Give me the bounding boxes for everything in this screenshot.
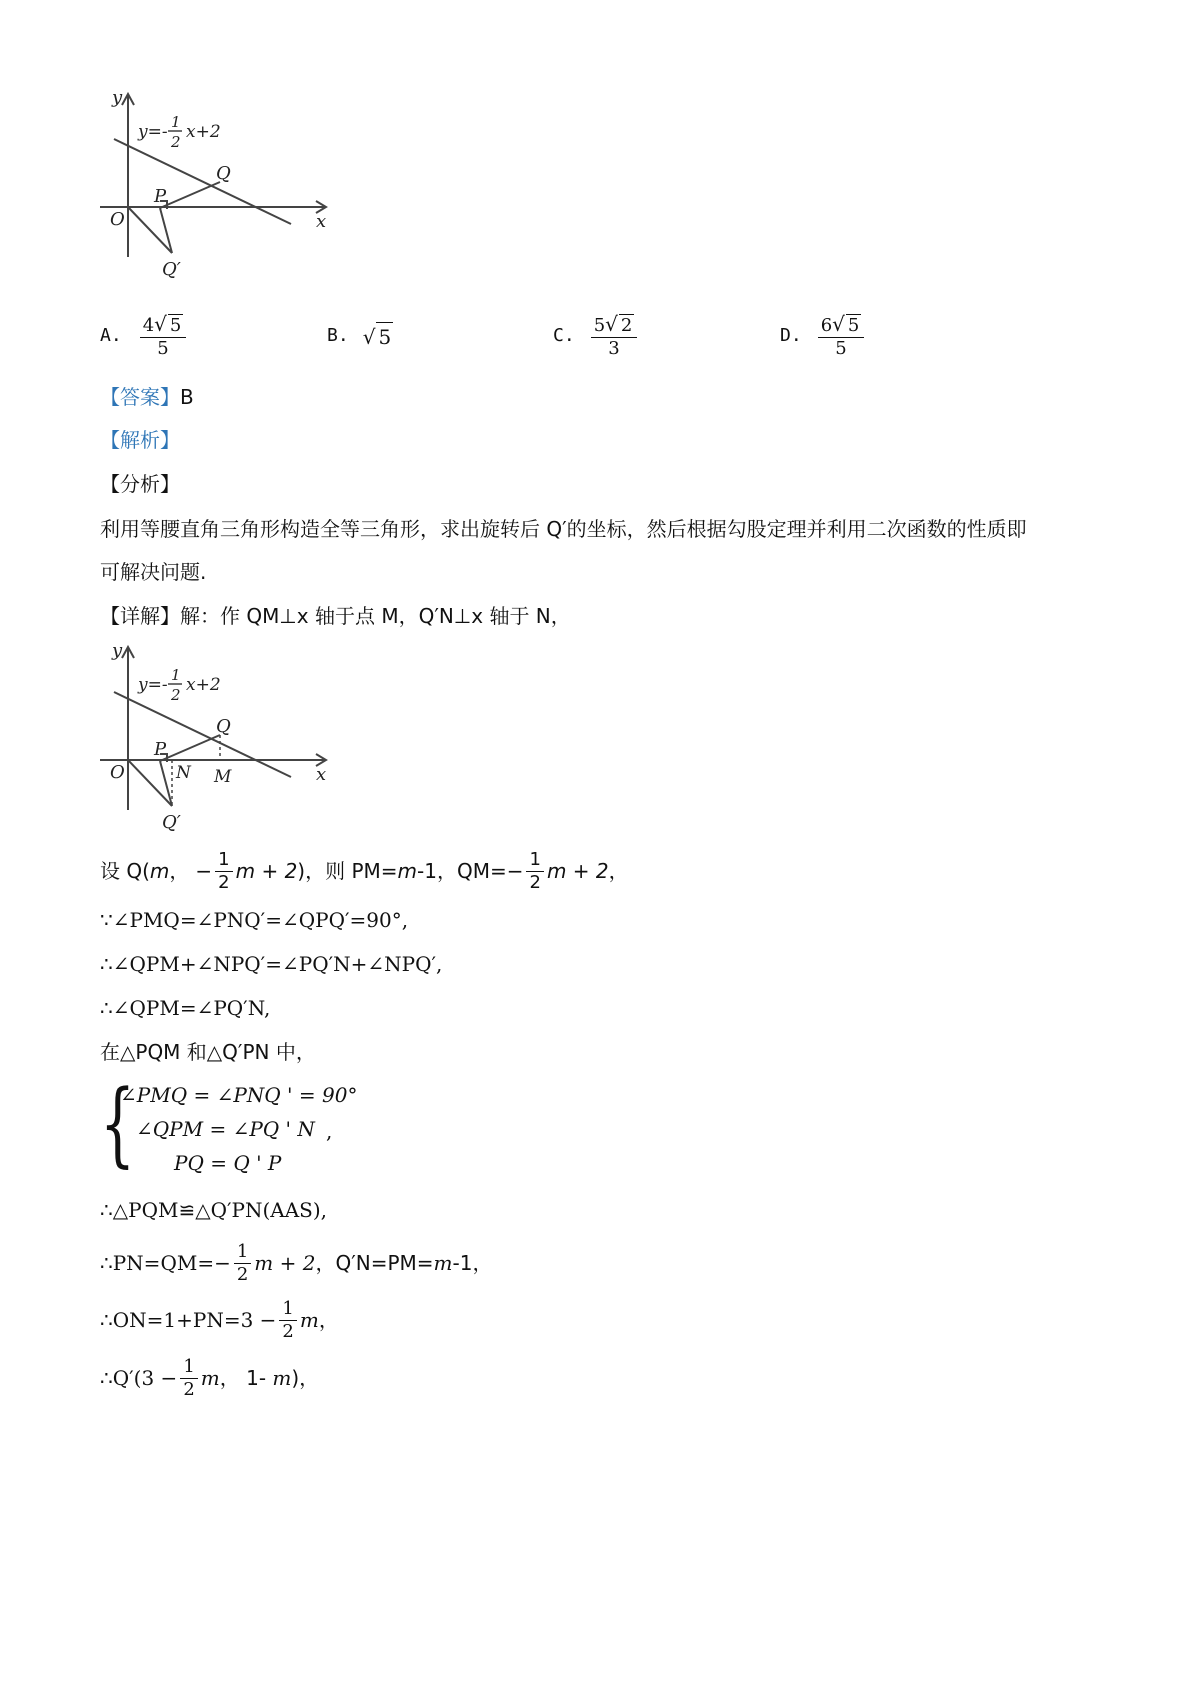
step-6: ∴△PQM≌△Q′PN(AAS),: [100, 1198, 328, 1222]
fenxi-line2: 可解决问题.: [100, 560, 207, 584]
answer-line: [100, 383, 194, 411]
s8-a: ∴ON=1+PN=3 −: [100, 1308, 277, 1332]
option-d-den: 5: [835, 337, 847, 359]
answer-label: 【答案】: [100, 385, 180, 409]
fenxi-label: 【分析】: [100, 472, 180, 496]
s1-d: −: [195, 859, 213, 883]
option-b-radicand: 5: [376, 322, 393, 351]
figure-1: [100, 85, 340, 285]
option-a-coef: 4: [142, 314, 155, 336]
s8-frac-den: 2: [282, 1320, 294, 1342]
s7-frac-num: 1: [234, 1241, 251, 1264]
fig2-label-y: y: [112, 640, 123, 661]
fig2-label-qp: Q′: [162, 812, 181, 833]
step-1: [100, 843, 629, 899]
option-c[interactable]: [553, 308, 640, 364]
system-row-3: PQ = Q ' P: [174, 1151, 282, 1175]
fig2-line: [114, 692, 291, 777]
fig2-segment-pq: [160, 735, 220, 761]
step-7: [100, 1235, 492, 1291]
detail-line: [100, 602, 571, 630]
s1-g: m + 2: [235, 859, 298, 883]
fig1-eq-suffix: x+2: [186, 122, 221, 142]
s9-f: m: [272, 1366, 292, 1390]
fig1-eq-num: 1: [171, 113, 181, 131]
s1-i: m: [397, 859, 418, 883]
fig1-eq-den: 2: [171, 133, 181, 151]
fig2-label-p: P: [154, 739, 167, 760]
option-b[interactable]: [327, 308, 393, 364]
s8-e: ，: [318, 1308, 339, 1332]
fig2-label-n: N: [176, 763, 191, 783]
fig1-label-q: Q: [216, 163, 231, 184]
fig2-label-m: M: [214, 767, 232, 787]
fig2-eq-prefix: y=-: [138, 675, 168, 695]
s7-g: -1，: [452, 1251, 493, 1275]
fenxi-line1: 利用等腰直角三角形构造全等三角形，求出旋转后 Q′的坐标，然后根据勾股定理并利用二次函数的性质即: [100, 517, 1027, 541]
option-c-letter: C.: [553, 325, 575, 346]
system-row-2: ∠QPM = ∠PQ ' N: [136, 1117, 315, 1141]
s7-a: ∴PN=QM=−: [100, 1251, 231, 1275]
s8-frac-num: 1: [279, 1298, 296, 1321]
s7-f: m: [433, 1251, 453, 1275]
figure-2: [100, 638, 340, 838]
option-d-coef: 6: [820, 314, 833, 336]
s8-frac: [279, 1298, 296, 1343]
option-c-coef: 5: [593, 314, 606, 336]
s1-frac-1: [215, 849, 232, 894]
step-8: [100, 1292, 339, 1348]
s8-d: m: [299, 1308, 319, 1332]
s7-e: ，Q′N=PM=: [315, 1251, 434, 1275]
option-a-radicand: 5: [169, 314, 182, 336]
option-c-fraction: $\frac{5√ 2}{3}$: [591, 313, 638, 360]
s1-frac-1-den: 2: [218, 871, 230, 893]
s1-j: -1，QM=−: [417, 859, 524, 883]
answer-value: B: [180, 385, 194, 409]
s9-e: ， 1-: [219, 1366, 273, 1390]
step-2: ∵∠PMQ=∠PNQ′=∠QPQ′=90°,: [100, 908, 409, 932]
fig1-label-qp: Q′: [162, 259, 181, 280]
step-9: [100, 1350, 319, 1406]
s1-mm: m + 2: [546, 859, 609, 883]
s9-g: )，: [291, 1366, 320, 1390]
s1-h: )，则 PM=: [297, 859, 398, 883]
option-b-letter: B.: [327, 325, 349, 346]
s1-a: 设 Q(: [100, 859, 150, 883]
step-4: ∴∠QPM=∠PQ′N,: [100, 996, 271, 1020]
s1-frac-1-num: 1: [215, 849, 232, 872]
s1-n: ，: [608, 859, 629, 883]
s9-d: m: [200, 1366, 220, 1390]
detail-text: 解：作 QM⊥x 轴于点 M，Q′N⊥x 轴于 N，: [180, 604, 571, 628]
detail-label: 【详解】: [100, 604, 180, 628]
fig2-eq-suffix: x+2: [186, 675, 221, 695]
analysis-label: 【解析】: [100, 428, 180, 452]
s7-d: m + 2: [254, 1251, 316, 1275]
step-3: ∴∠QPM+∠NPQ′=∠PQ′N+∠NPQ′,: [100, 952, 443, 976]
s7-frac-den: 2: [236, 1263, 249, 1285]
option-c-den: 3: [608, 337, 620, 359]
option-d[interactable]: [780, 308, 867, 364]
fig1-line: [114, 139, 291, 224]
s1-c: ，: [169, 859, 190, 883]
step-5: 在△PQM 和△Q′PN 中，: [100, 1040, 316, 1064]
s1-b: m: [149, 859, 170, 883]
s1-frac-2-num: 1: [526, 849, 543, 872]
option-a[interactable]: [100, 308, 189, 364]
option-d-radicand: 5: [847, 314, 860, 336]
s1-frac-2-den: 2: [529, 871, 541, 893]
system-comma: ,: [326, 1119, 333, 1143]
s9-a: ∴Q′(3 −: [100, 1366, 178, 1390]
option-a-den: 5: [157, 337, 169, 359]
s1-frac-2: [526, 849, 543, 894]
fig1-label-o: O: [110, 209, 125, 230]
fig2-label-x: x: [316, 764, 327, 785]
s7-frac: [234, 1241, 251, 1286]
fig1-label-x: x: [316, 211, 327, 232]
fig2-eq-num: 1: [171, 666, 181, 684]
system-brace: {: [100, 1070, 136, 1177]
fig2-label-q: Q: [216, 716, 231, 737]
fig2-label-o: O: [110, 762, 125, 783]
option-a-fraction: $\frac{4√ 5}{5}$: [140, 313, 187, 360]
fig1-eq-prefix: y=-: [138, 122, 168, 142]
s9-frac: [180, 1356, 197, 1401]
system-row-1: ∠PMQ = ∠PNQ ' = 90°: [120, 1083, 358, 1107]
s9-frac-num: 1: [180, 1356, 197, 1379]
option-b-value: √ 5: [363, 322, 393, 351]
s9-frac-den: 2: [183, 1378, 195, 1400]
option-d-fraction: $\frac{6√ 5}{5}$: [818, 313, 865, 360]
option-d-letter: D.: [780, 325, 802, 346]
equation-system: [100, 1070, 360, 1180]
fig1-segment-pq: [160, 182, 220, 208]
option-a-letter: A.: [100, 325, 122, 346]
option-c-radicand: 2: [620, 314, 633, 336]
fig1-label-p: P: [154, 186, 167, 207]
fig2-eq-den: 2: [171, 686, 181, 704]
fig1-label-y: y: [112, 87, 123, 108]
